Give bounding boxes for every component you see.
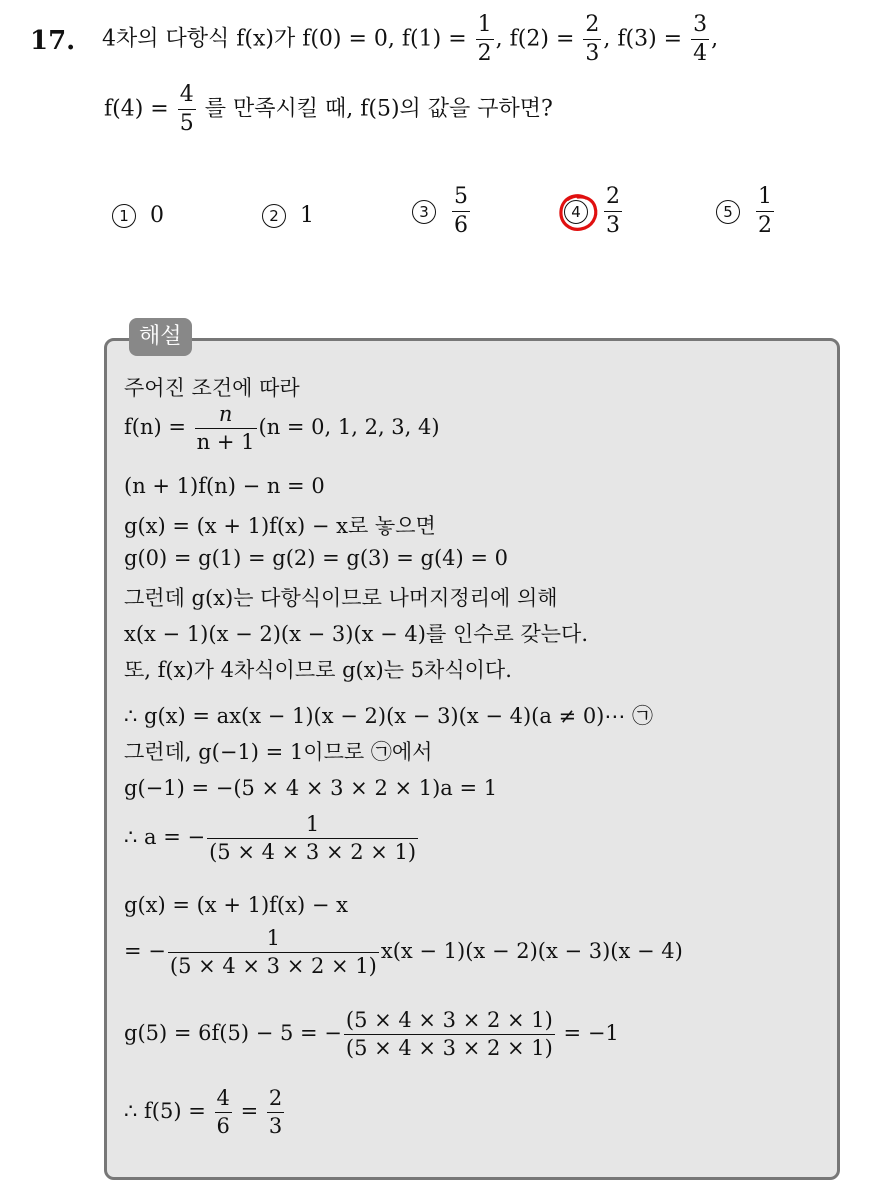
f3-numerator: 3 [693, 12, 708, 37]
solution-line-14-fraction [168, 928, 379, 977]
solution-line-15-lead: g(5) = 6f(5) − 5 = − [124, 1021, 342, 1045]
solution-line-9: ∴ g(x) = ax(x − 1)(x − 2)(x − 3)(x − 4)(a ≠ 0)⋯ ㉠ [124, 704, 654, 728]
solution-line-15 [124, 1010, 619, 1059]
choice-1[interactable] [112, 203, 164, 228]
solution-line-16-fraction-2 [267, 1088, 284, 1137]
solution-line-6: 그런데 g(x)는 다항식이므로 나머지정리에 의해 [124, 586, 558, 610]
choice-marker-4: 4 [564, 200, 588, 224]
f2-denominator: 3 [585, 41, 600, 66]
f4-denominator: 5 [179, 111, 194, 136]
solution-line-10: 그런데, g(−1) = 1이므로 ㉠에서 [124, 740, 433, 764]
choice-marker-5: 5 [716, 200, 740, 224]
question-line-1-lead: 4차의 다항식 f(x)가 f(0) = 0, f(1) = [102, 26, 467, 52]
solution-line-5: g(0) = g(1) = g(2) = g(3) = g(4) = 0 [124, 546, 509, 570]
solution-line-12-fraction [207, 814, 418, 863]
choice-marker-1: 1 [112, 204, 136, 228]
choice-value-4 [604, 186, 622, 237]
choice-value-2: 1 [300, 203, 314, 228]
question-number: 17. [30, 26, 76, 56]
solution-tag: 해설 [129, 318, 192, 356]
solution-line-1: 주어진 조건에 따라 [124, 376, 300, 400]
question-line-1-end: , [711, 26, 719, 52]
f3-denominator: 4 [693, 41, 708, 66]
f1-numerator: 1 [477, 12, 492, 37]
solution-line-7: x(x − 1)(x − 2)(x − 3)(x − 4)를 인수로 갖는다. [124, 622, 589, 646]
solution-line-15-tail: = −1 [563, 1021, 619, 1045]
selected-answer-circle-mark [556, 190, 600, 234]
solution-line-2-tail: (n = 0, 1, 2, 3, 4) [258, 415, 440, 439]
solution-line-12-denominator: (5 × 4 × 3 × 2 × 1) [209, 840, 417, 864]
fraction-f4 [178, 84, 196, 135]
f1-denominator: 2 [477, 41, 492, 66]
solution-line-16-denominator-2: 3 [268, 1114, 283, 1138]
choice-4-numerator: 2 [606, 184, 620, 209]
solution-line-15-numerator: (5 × 4 × 3 × 2 × 1) [345, 1008, 553, 1032]
choice-value-5 [756, 186, 774, 237]
choice-5-numerator: 1 [758, 184, 772, 209]
solution-line-11: g(−1) = −(5 × 4 × 3 × 2 × 1)a = 1 [124, 776, 498, 800]
choice-3[interactable] [412, 186, 472, 237]
solution-line-15-denominator: (5 × 4 × 3 × 2 × 1) [345, 1036, 553, 1060]
solution-line-16-lead: ∴ f(5) = [124, 1099, 206, 1123]
solution-line-14-numerator: 1 [266, 926, 281, 950]
solution-line-16-numerator-1: 4 [216, 1086, 230, 1110]
solution-line-2-denominator: n + 1 [196, 430, 255, 454]
choice-2[interactable] [262, 203, 314, 228]
f4-numerator: 4 [179, 82, 194, 107]
solution-line-14-tail: x(x − 1)(x − 2)(x − 3)(x − 4) [380, 939, 683, 963]
solution-line-14 [124, 928, 683, 977]
question-line-1-mid-1: , f(2) = [495, 26, 575, 52]
question-line-2-tail: 를 만족시킬 때, f(5)의 값을 구하면? [204, 96, 553, 122]
solution-line-13: g(x) = (x + 1)f(x) − x [124, 893, 348, 917]
fraction-f1 [476, 14, 494, 65]
solution-line-16-fraction-1 [215, 1088, 232, 1137]
solution-line-2-fraction [195, 404, 257, 453]
solution-line-2 [124, 404, 440, 453]
solution-line-14-lead: = − [124, 939, 166, 963]
solution-line-16-equals: = [240, 1099, 259, 1123]
choice-marker-3: 3 [412, 200, 436, 224]
fraction-f3 [691, 14, 709, 65]
solution-line-2-numerator: n [218, 402, 233, 426]
f2-numerator: 2 [585, 12, 600, 37]
solution-line-8: 또, f(x)가 4차식이므로 g(x)는 5차식이다. [124, 658, 512, 682]
question-line-1-mid-2: , f(3) = [603, 26, 683, 52]
solution-line-16 [124, 1088, 286, 1137]
choice-marker-2: 2 [262, 204, 286, 228]
question-line-2 [104, 84, 553, 135]
choice-5-denominator: 2 [758, 213, 772, 238]
solution-line-2-lead: f(n) = [124, 415, 186, 439]
solution-line-12-numerator: 1 [305, 812, 320, 836]
solution-line-15-fraction [344, 1010, 555, 1059]
solution-line-12-lead: ∴ a = − [124, 825, 206, 849]
choice-4-denominator: 3 [606, 213, 620, 238]
solution-line-16-denominator-1: 6 [216, 1114, 230, 1138]
choice-5[interactable] [716, 186, 776, 237]
solution-line-3: (n + 1)f(n) − n = 0 [124, 474, 325, 498]
solution-line-16-numerator-2: 2 [268, 1086, 283, 1110]
choice-3-denominator: 6 [454, 213, 468, 238]
solution-line-12 [124, 814, 420, 863]
solution-line-4: g(x) = (x + 1)f(x) − x로 놓으면 [124, 514, 436, 538]
choice-value-1: 0 [150, 203, 164, 228]
choice-3-numerator: 5 [454, 184, 468, 209]
question-line-1 [102, 14, 718, 65]
solution-line-14-denominator: (5 × 4 × 3 × 2 × 1) [169, 954, 377, 978]
choice-value-3 [452, 186, 470, 237]
question-line-2-lead: f(4) = [104, 96, 169, 122]
fraction-f2 [583, 14, 601, 65]
